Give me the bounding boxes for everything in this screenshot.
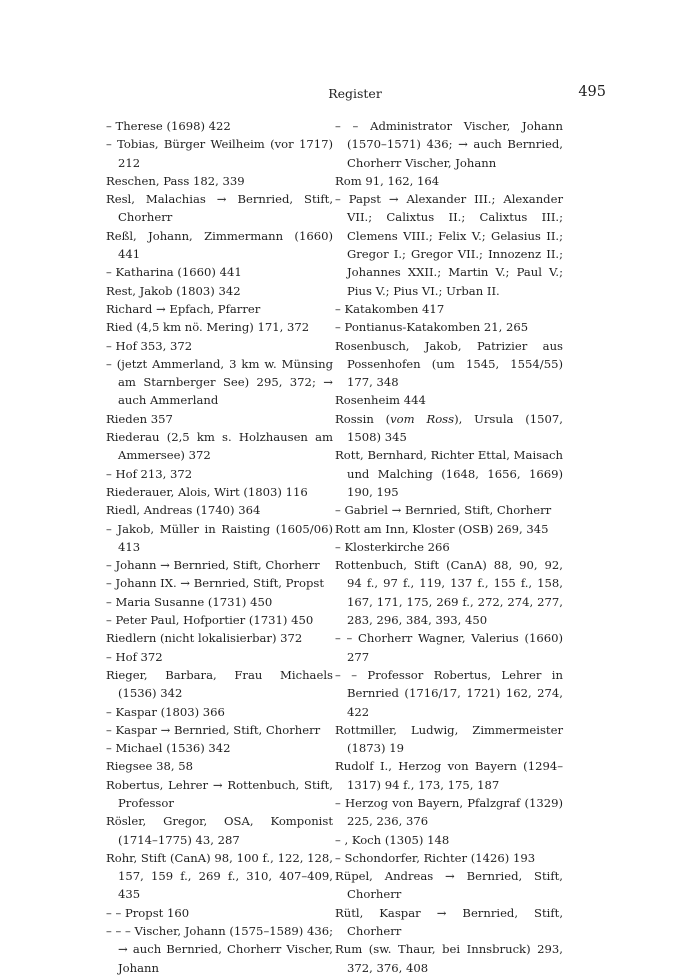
index-entry: – Gabriel → Bernried, Stift, Chorherr: [335, 503, 552, 518]
index-entry: Riegsee 38, 58: [106, 759, 193, 774]
index-column-right: [335, 117, 563, 977]
index-entry: – Kaspar (1803) 366: [106, 704, 225, 719]
index-entry: Rieden 357: [106, 411, 173, 426]
index-entry-rossin: Rossin (vom Ross), Ursula (1507, 1508) 345: [335, 411, 563, 445]
index-entry: Richard → Epfach, Pfarrer: [106, 301, 261, 316]
index-entry: Rest, Jakob (1803) 342: [106, 283, 241, 298]
index-entry: – Klosterkirche 266: [335, 539, 450, 554]
index-entry: – Therese (1698) 422: [106, 119, 231, 133]
index-entry: Riedl, Andreas (1740) 364: [106, 503, 261, 518]
index-entry: Rottmiller, Ludwig, Zimmermeister (1873) 19: [335, 722, 563, 756]
index-entry: – – Professor Robertus, Lehrer in Bernried (1716/17, 1721) 162, 274, 422: [335, 667, 563, 719]
index-entry: – Kaspar → Bernried, Stift, Chorherr: [106, 722, 321, 737]
index-entry: – – – Vischer, Johann (1575–1589) 436; → auch Bernried, Chorherr Vischer, Johann: [106, 924, 333, 975]
index-entry: Rieger, Barbara, Frau Michaels (1536) 342: [106, 667, 333, 701]
running-head: [104, 84, 606, 104]
index-entry: Riederauer, Alois, Wirt (1803) 116: [106, 484, 308, 499]
index-column-left: [106, 117, 333, 977]
index-entry: – Katharina (1660) 441: [106, 265, 242, 280]
index-entry: Rom 91, 162, 164: [335, 173, 440, 188]
index-entry: Riederau (2,5 km s. Holzhausen am Ammersee) 372: [106, 430, 333, 463]
index-entry: – – Administrator Vischer, Johann (1570–1571) 436; → auch Bernried, Chorherr Vischer, Johann: [335, 119, 563, 170]
index-entry: – – Propst 160: [106, 905, 190, 920]
index-entry: – – Chorherr Wagner, Valerius (1660) 277: [335, 631, 563, 664]
index-entry: Rohr, Stift (CanA) 98, 100 f., 122, 128, 157, 159 f., 269 f., 310, 407–409, 435: [106, 850, 333, 902]
index-entry: Rüpel, Andreas → Bernried, Stift, Chorherr: [335, 869, 563, 902]
index-entry: Rott, Bernhard, Richter Ettal, Maisach und Malching (1648, 1656, 1669) 190, 195: [335, 448, 563, 499]
index-entry: – Maria Susanne (1731) 450: [106, 594, 273, 609]
running-title: Register: [328, 86, 382, 101]
index-entry: – Jakob, Müller in Raisting (1605/06) 413: [106, 521, 333, 554]
index-entry: Rudolf I., Herzog von Bayern (1294–1317) 94 f., 173, 175, 187: [335, 759, 563, 792]
index-entry: – (jetzt Ammerland, 3 km w. Münsing am Starnberger See) 295, 372; → auch Ammerland: [106, 356, 333, 408]
index-entry: Rosenbusch, Jakob, Patrizier aus Possenhofen (um 1545, 1554/55) 177, 348: [335, 338, 563, 390]
index-entry: Riedlern (nicht lokalisierbar) 372: [106, 631, 303, 646]
index-entry: – Johann → Bernried, Stift, Chorherr: [106, 558, 320, 573]
index-entry: – Johann IX. → Bernried, Stift, Propst: [106, 576, 324, 591]
index-entry: Resl, Malachias → Bernried, Stift, Chorherr: [106, 192, 333, 225]
index-entry: – Tobias, Bürger Weilheim (vor 1717) 212: [106, 137, 333, 170]
index-entry: – Schondorfer, Richter (1426) 193: [335, 850, 536, 865]
index-entry: – Pontianus-Katakomben 21, 265: [335, 320, 529, 335]
index-entry: Rum (sw. Thaur, bei Innsbruck) 293, 372, 376, 408: [335, 942, 563, 975]
index-entry: Rott am Inn, Kloster (OSB) 269, 345: [335, 521, 549, 536]
index-entry: Rottenbuch, Stift (CanA) 88, 90, 92, 94 f., 97 f., 119, 137 f., 155 f., 158, 167, 171, 175, 269 f., 272, 274, 277, 283, 296, 384, 393, 450: [335, 558, 563, 628]
index-entry: – Hof 372: [106, 649, 163, 664]
index-entry: – Peter Paul, Hofportier (1731) 450: [106, 613, 314, 628]
page-number: 495: [578, 84, 606, 100]
index-entry: Robertus, Lehrer → Rottenbuch, Stift, Professor: [106, 777, 333, 810]
index-entry: Rütl, Kaspar → Bernried, Stift, Chorherr: [335, 905, 563, 939]
index-entry: Rösler, Gregor, OSA, Komponist (1714–1775) 43, 287: [106, 814, 333, 847]
index-entry: – Hof 213, 372: [106, 466, 193, 481]
index-entry: – , Koch (1305) 148: [335, 832, 450, 847]
index-entry: Reschen, Pass 182, 339: [106, 173, 245, 188]
index-entry: Rosenheim 444: [335, 393, 426, 408]
index-entry: – Michael (1536) 342: [106, 741, 231, 756]
index-entry: – Herzog von Bayern, Pfalzgraf (1329) 225, 236, 376: [335, 795, 563, 829]
index-entry: Reßl, Johann, Zimmermann (1660) 441: [106, 228, 333, 262]
index-entry: – Katakomben 417: [335, 301, 445, 316]
index-entry: – Hof 353, 372: [106, 338, 193, 353]
index-entry: Ried (4,5 km nö. Mering) 171, 372: [106, 320, 310, 335]
index-entry: – Papst → Alexander III.; Alexander VII.; Calixtus II.; Calixtus III.; Clemens VIII.; Felix V.; Gelasius II.; Gregor I.; Gregor VII.; Innozenz II.; Johannes XXII.; Martin V.; Paul V.; Pius V.; Pius VI.; Urban II.: [335, 192, 563, 298]
